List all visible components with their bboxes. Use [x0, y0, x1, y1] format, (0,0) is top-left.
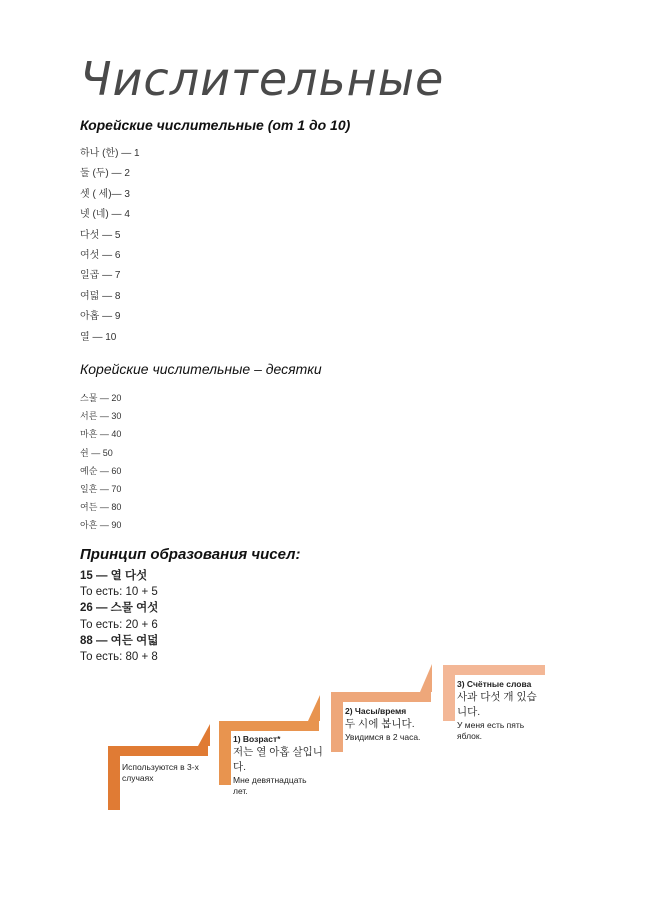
step-title: 2) Часы/время	[345, 706, 407, 716]
example-explain: То есть: 20 + 6	[80, 618, 158, 631]
list-item: 열 — 10	[80, 331, 117, 343]
list-item: 일흔 — 70	[80, 483, 122, 494]
list-item: 예순 — 60	[80, 465, 122, 476]
step-translation: Увидимся в 2 часа.	[345, 732, 421, 742]
list-item: 다섯 — 5	[80, 229, 121, 241]
list-item: 여덟 — 8	[80, 290, 121, 302]
list-item: 마흔 — 40	[80, 429, 122, 440]
basic-numbers-list	[80, 144, 140, 348]
list-item: 쉰 — 50	[80, 447, 113, 458]
example-explain: То есть: 80 + 8	[80, 650, 158, 663]
list-item: 서른 — 30	[80, 411, 122, 422]
list-item: 아흔 — 90	[80, 520, 122, 531]
step-text: Используются в 3-х случаях	[122, 762, 199, 783]
step-text	[233, 734, 323, 797]
list-item: 여든 — 80	[80, 502, 122, 513]
step-korean: 사과 다섯 개 있습니다.	[457, 691, 537, 718]
list-item: 여섯 — 6	[80, 249, 121, 261]
page-title: Числительные	[80, 52, 445, 106]
step-korean: 두 시에 봅니다.	[345, 718, 415, 730]
list-item: 일곱 — 7	[80, 270, 121, 282]
step-title: 3) Счётные слова	[457, 679, 532, 689]
principle-heading: Принцип образования чисел:	[80, 546, 301, 563]
step-title: 1) Возраст*	[233, 734, 281, 744]
step-text	[345, 706, 435, 743]
examples-block	[80, 568, 158, 665]
step-text	[457, 679, 543, 742]
basic-numbers-heading: Корейские числительные (от 1 до 10)	[80, 117, 351, 133]
tens-list	[80, 389, 121, 535]
step-korean: 저는 열 아홉 살입니다.	[233, 746, 323, 773]
list-item: 셋 ( 세)— 3	[80, 188, 130, 200]
example-number: 15 — 열 다섯	[80, 570, 148, 582]
tens-heading: Корейские числительные – десятки	[80, 361, 322, 377]
step-translation: У меня есть пять яблок.	[457, 720, 525, 741]
list-item: 아홉 — 9	[80, 311, 121, 323]
list-item: 스물 — 20	[80, 393, 122, 403]
example-explain: То есть: 10 + 5	[80, 586, 158, 599]
list-item: 둘 (두) — 2	[80, 168, 130, 180]
step-translation: Мне девятнадцать лет.	[233, 775, 307, 796]
example-number: 88 — 여든 여덟	[80, 634, 159, 647]
example-number: 26 — 스물 여섯	[80, 602, 159, 615]
list-item: 하나 (한) — 1	[80, 148, 140, 159]
list-item: 넷 (네) — 4	[80, 209, 130, 221]
